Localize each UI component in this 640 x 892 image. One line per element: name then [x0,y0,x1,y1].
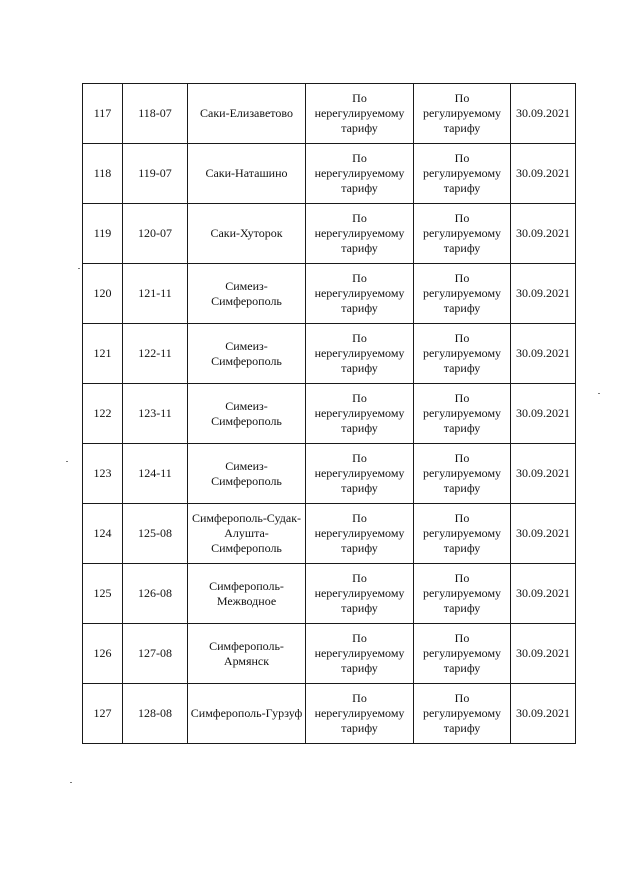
new-transport-type-cell: По регулируемому тарифу [414,204,511,264]
transport-type-cell: По нерегулируемому тарифу [306,684,414,744]
route-name-cell: Саки-Хуторок [188,204,306,264]
new-transport-type-cell: По регулируемому тарифу [414,624,511,684]
row-number-cell: 125 [83,564,123,624]
transport-type-cell: По нерегулируемому тарифу [306,504,414,564]
new-transport-type-cell: По регулируемому тарифу [414,84,511,144]
table-row [83,144,576,204]
route-name-cell: Симферополь-Межводное [188,564,306,624]
scan-speck [70,782,72,783]
route-name-cell: Саки-Елизаветово [188,84,306,144]
registration-number-cell: 119-07 [123,144,188,204]
row-number-cell: 124 [83,504,123,564]
registration-number-cell: 123-11 [123,384,188,444]
table-row [83,684,576,744]
row-number-cell: 123 [83,444,123,504]
route-name-cell: Симферополь-Судак-Алушта-Симферополь [188,504,306,564]
routes-table [82,83,576,744]
row-number-cell: 127 [83,684,123,744]
date-cell: 30.09.2021 [511,504,576,564]
new-transport-type-cell: По регулируемому тарифу [414,504,511,564]
new-transport-type-cell: По регулируемому тарифу [414,684,511,744]
new-transport-type-cell: По регулируемому тарифу [414,564,511,624]
date-cell: 30.09.2021 [511,684,576,744]
date-cell: 30.09.2021 [511,384,576,444]
transport-type-cell: По нерегулируемому тарифу [306,444,414,504]
route-name-cell: Симеиз-Симферополь [188,444,306,504]
table-row [83,204,576,264]
table-row [83,324,576,384]
scan-speck [66,461,68,462]
transport-type-cell: По нерегулируемому тарифу [306,84,414,144]
transport-type-cell: По нерегулируемому тарифу [306,384,414,444]
route-name-cell: Симеиз-Симферополь [188,264,306,324]
transport-type-cell: По нерегулируемому тарифу [306,624,414,684]
transport-type-cell: По нерегулируемому тарифу [306,564,414,624]
new-transport-type-cell: По регулируемому тарифу [414,444,511,504]
registration-number-cell: 128-08 [123,684,188,744]
transport-type-cell: По нерегулируемому тарифу [306,264,414,324]
date-cell: 30.09.2021 [511,564,576,624]
registration-number-cell: 126-08 [123,564,188,624]
routes-table-body [83,84,576,744]
transport-type-cell: По нерегулируемому тарифу [306,324,414,384]
date-cell: 30.09.2021 [511,324,576,384]
new-transport-type-cell: По регулируемому тарифу [414,324,511,384]
row-number-cell: 122 [83,384,123,444]
table-row [83,564,576,624]
row-number-cell: 118 [83,144,123,204]
row-number-cell: 120 [83,264,123,324]
row-number-cell: 117 [83,84,123,144]
route-name-cell: Симеиз-Симферополь [188,324,306,384]
table-row [83,384,576,444]
route-name-cell: Симеиз-Симферополь [188,384,306,444]
table-row [83,444,576,504]
table-row [83,624,576,684]
transport-type-cell: По нерегулируемому тарифу [306,144,414,204]
date-cell: 30.09.2021 [511,624,576,684]
route-name-cell: Симферополь-Армянск [188,624,306,684]
new-transport-type-cell: По регулируемому тарифу [414,144,511,204]
table-row [83,84,576,144]
registration-number-cell: 118-07 [123,84,188,144]
registration-number-cell: 121-11 [123,264,188,324]
new-transport-type-cell: По регулируемому тарифу [414,264,511,324]
registration-number-cell: 122-11 [123,324,188,384]
registration-number-cell: 127-08 [123,624,188,684]
date-cell: 30.09.2021 [511,84,576,144]
date-cell: 30.09.2021 [511,204,576,264]
registration-number-cell: 120-07 [123,204,188,264]
transport-type-cell: По нерегулируемому тарифу [306,204,414,264]
table-row [83,264,576,324]
scan-speck [598,393,600,394]
new-transport-type-cell: По регулируемому тарифу [414,384,511,444]
scan-speck [78,268,80,269]
row-number-cell: 126 [83,624,123,684]
route-name-cell: Саки-Наташино [188,144,306,204]
table-row [83,504,576,564]
row-number-cell: 121 [83,324,123,384]
date-cell: 30.09.2021 [511,144,576,204]
route-name-cell: Симферополь-Гурзуф [188,684,306,744]
date-cell: 30.09.2021 [511,444,576,504]
row-number-cell: 119 [83,204,123,264]
date-cell: 30.09.2021 [511,264,576,324]
registration-number-cell: 125-08 [123,504,188,564]
registration-number-cell: 124-11 [123,444,188,504]
